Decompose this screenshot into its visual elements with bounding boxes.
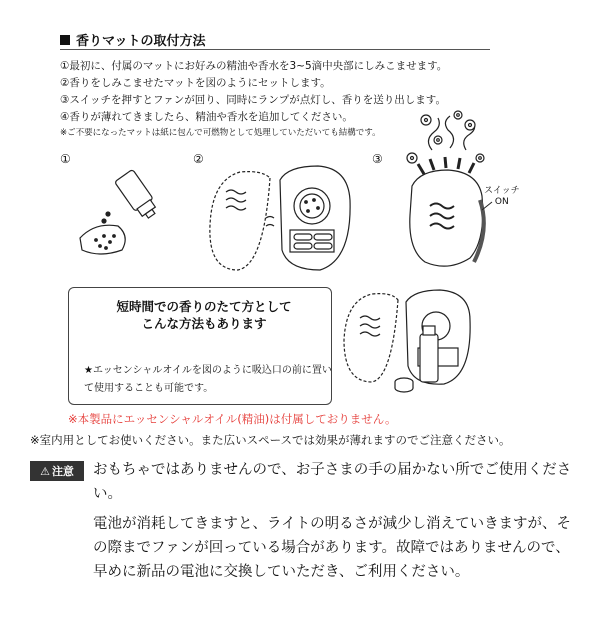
oil-drop-icon xyxy=(106,212,110,216)
warning-triangle-icon: ⚠ xyxy=(40,464,50,478)
figure-number-1: ① xyxy=(60,152,71,166)
red-note: ※本製品にエッセンシャルオイル(精油)は付属しておりません。 xyxy=(68,412,397,426)
caution-paragraph-1: おもちゃではありませんので、お子さまの手の届かない所でご使用ください。 xyxy=(93,462,572,502)
figure-number-3: ③ xyxy=(372,152,383,166)
switch-label: スイッチ xyxy=(484,186,520,196)
tip-text: ★エッセンシャルオイルを図のように吸込口の前に置いて使用することも可能です。 xyxy=(84,365,332,394)
caution-badge xyxy=(30,461,84,481)
tip-title xyxy=(98,298,310,332)
heading-text: 香りマットの取付方法 xyxy=(76,34,206,49)
indoor-note: ※室内用としてお使いください。また広いスペースでは効果が薄れますのでご注意ください。 xyxy=(30,433,511,447)
disposal-note: ※ご不要になったマットは紙に包んで可燃物として処理していただいても結構です。 xyxy=(60,128,381,138)
device-with-oil-icon xyxy=(344,290,470,392)
switch-callout xyxy=(484,186,520,208)
aroma-mat-icon xyxy=(80,225,125,254)
caution-badge-label: 注意 xyxy=(51,465,74,478)
oil-bottle-icon xyxy=(115,169,161,222)
device-open-icon xyxy=(210,166,350,270)
step-1: ①最初に、付属のマットにお好みの精油や香水を3~5滴中央部にしみこませます。 xyxy=(60,60,448,72)
flower-icon xyxy=(407,111,484,163)
tip-title-line1: 短時間での香りのたて方として xyxy=(116,299,292,314)
figure-number-2: ② xyxy=(193,152,204,166)
caution-paragraph-2: 電池が消耗してきますと、ライトの明るさが減少し消えていきますが、その際までファンが回っている場合があります。故障ではありませんので、早めに新品の電池に交換していただき、ご利用ください。 xyxy=(93,516,572,580)
switch-state: ON xyxy=(494,197,509,207)
tip-title-line2: こんな方法もあります xyxy=(141,316,267,331)
step-2: ②香りをしみこませたマットを図のようにセットします。 xyxy=(60,77,331,89)
step-3: ③スイッチを押すとファンが回り、同時にランプが点灯し、香りを送り出します。 xyxy=(60,94,446,106)
step-4: ④香りが薄れてきましたら、精油や香水を追加してください。 xyxy=(60,111,353,123)
device-closed-icon xyxy=(407,111,492,266)
